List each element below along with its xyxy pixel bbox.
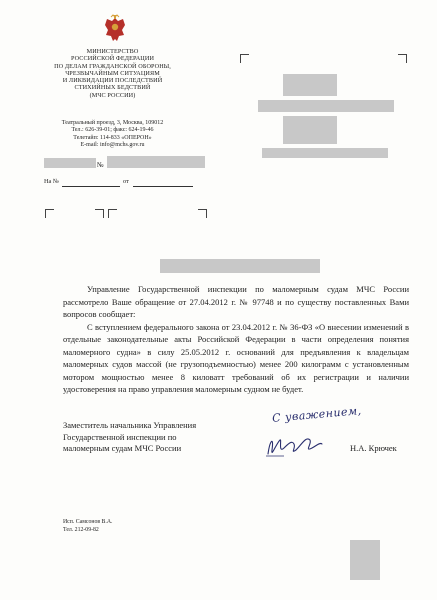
coat-of-arms-icon	[103, 14, 127, 44]
letter-body	[63, 283, 409, 396]
executor-name: Исп. Самсонов В.А.	[63, 519, 113, 525]
signatory-title-line: маломерным судам МЧС России	[63, 443, 182, 453]
letter-paragraph: Управление Государственной инспекции по маломерным судам МЧС России рассмотрело Ваше обращение от 27.04.2012 г. № 97748 и по существу поставленных Вами вопросов сообщает:	[63, 284, 409, 319]
email-line: E-mail: info@mchs.gov.ru	[80, 142, 145, 149]
redacted-number	[107, 156, 205, 168]
signatory-title-line: Государственной инспекции по	[63, 431, 177, 442]
letter-paragraph: С вступлением федерального закона от 23.04.2012 г. № 36-ФЗ «О внесении изменений в отдельные законодательные акты Российской Федерации в части определения понятия маломерного судна» в силу 25.05.2012 г. оснований для предъявления к владельцам маломерных судов массой (не грузоподъемностью) менее 200 килограмм с установленным мотором мощностью менее 8 киловатт требований об их регистрации и наличии удостоверения на право управления маломерным судном не будет.	[63, 321, 409, 394]
redacted-stamp	[350, 540, 380, 580]
executor-phone: Тел. 212-09-82	[63, 526, 99, 533]
handwritten-regards: С уважением,	[271, 404, 363, 425]
signatory-name: Н.А. Крючек	[350, 443, 397, 453]
ministry-line: (МЧС РОССИИ)	[89, 91, 136, 99]
ministry-line: ПО ДЕЛАМ ГРАЖДАНСКОЙ ОБОРОНЫ,	[54, 62, 171, 70]
ministry-line: ЧРЕЗВЫЧАЙНЫМ СИТУАЦИЯМ	[65, 69, 160, 77]
reference-date-label: от	[123, 178, 129, 185]
reference-date-blank	[133, 186, 193, 187]
phone-fax-line: Тел.: 626-39-01; факс: 624-19-46	[71, 127, 154, 134]
redacted-recipient-3	[283, 116, 337, 144]
signatory-title	[63, 420, 196, 455]
handwritten-signature	[262, 430, 326, 464]
address-line: Театральный проезд, 3, Москва, 109012	[61, 120, 164, 126]
redacted-recipient-1	[283, 74, 337, 96]
contact-block	[40, 120, 185, 150]
teletype-line: Телетайп: 114-833 «ОПЕРОН»	[73, 134, 152, 141]
signatory-title-line: Заместитель начальника Управления	[63, 420, 197, 430]
reference-number-label: На №	[44, 178, 59, 185]
ministry-header	[40, 48, 185, 99]
redacted-salutation	[160, 259, 320, 273]
subject-corner-right	[198, 209, 207, 218]
address-corner-left	[240, 54, 249, 63]
executor-info	[63, 519, 112, 534]
ministry-line: МИНИСТЕРСТВО	[86, 48, 139, 55]
subject-corner-left	[45, 209, 54, 218]
ministry-line: РОССИЙСКОЙ ФЕДЕРАЦИИ	[70, 55, 155, 63]
redacted-date	[44, 158, 96, 168]
subject-corner-mid-left	[95, 209, 104, 218]
reference-number-blank	[62, 186, 120, 187]
address-corner-right	[398, 54, 407, 63]
redacted-recipient-2	[258, 100, 394, 112]
ministry-line: СТИХИЙНЫХ БЕДСТВИЙ	[74, 84, 151, 92]
redacted-recipient-4	[262, 148, 388, 158]
ministry-line: И ЛИКВИДАЦИИ ПОСЛЕДСТВИЙ	[62, 77, 163, 85]
subject-corner-mid-right	[108, 209, 117, 218]
number-field-label-sep: №	[97, 161, 104, 169]
